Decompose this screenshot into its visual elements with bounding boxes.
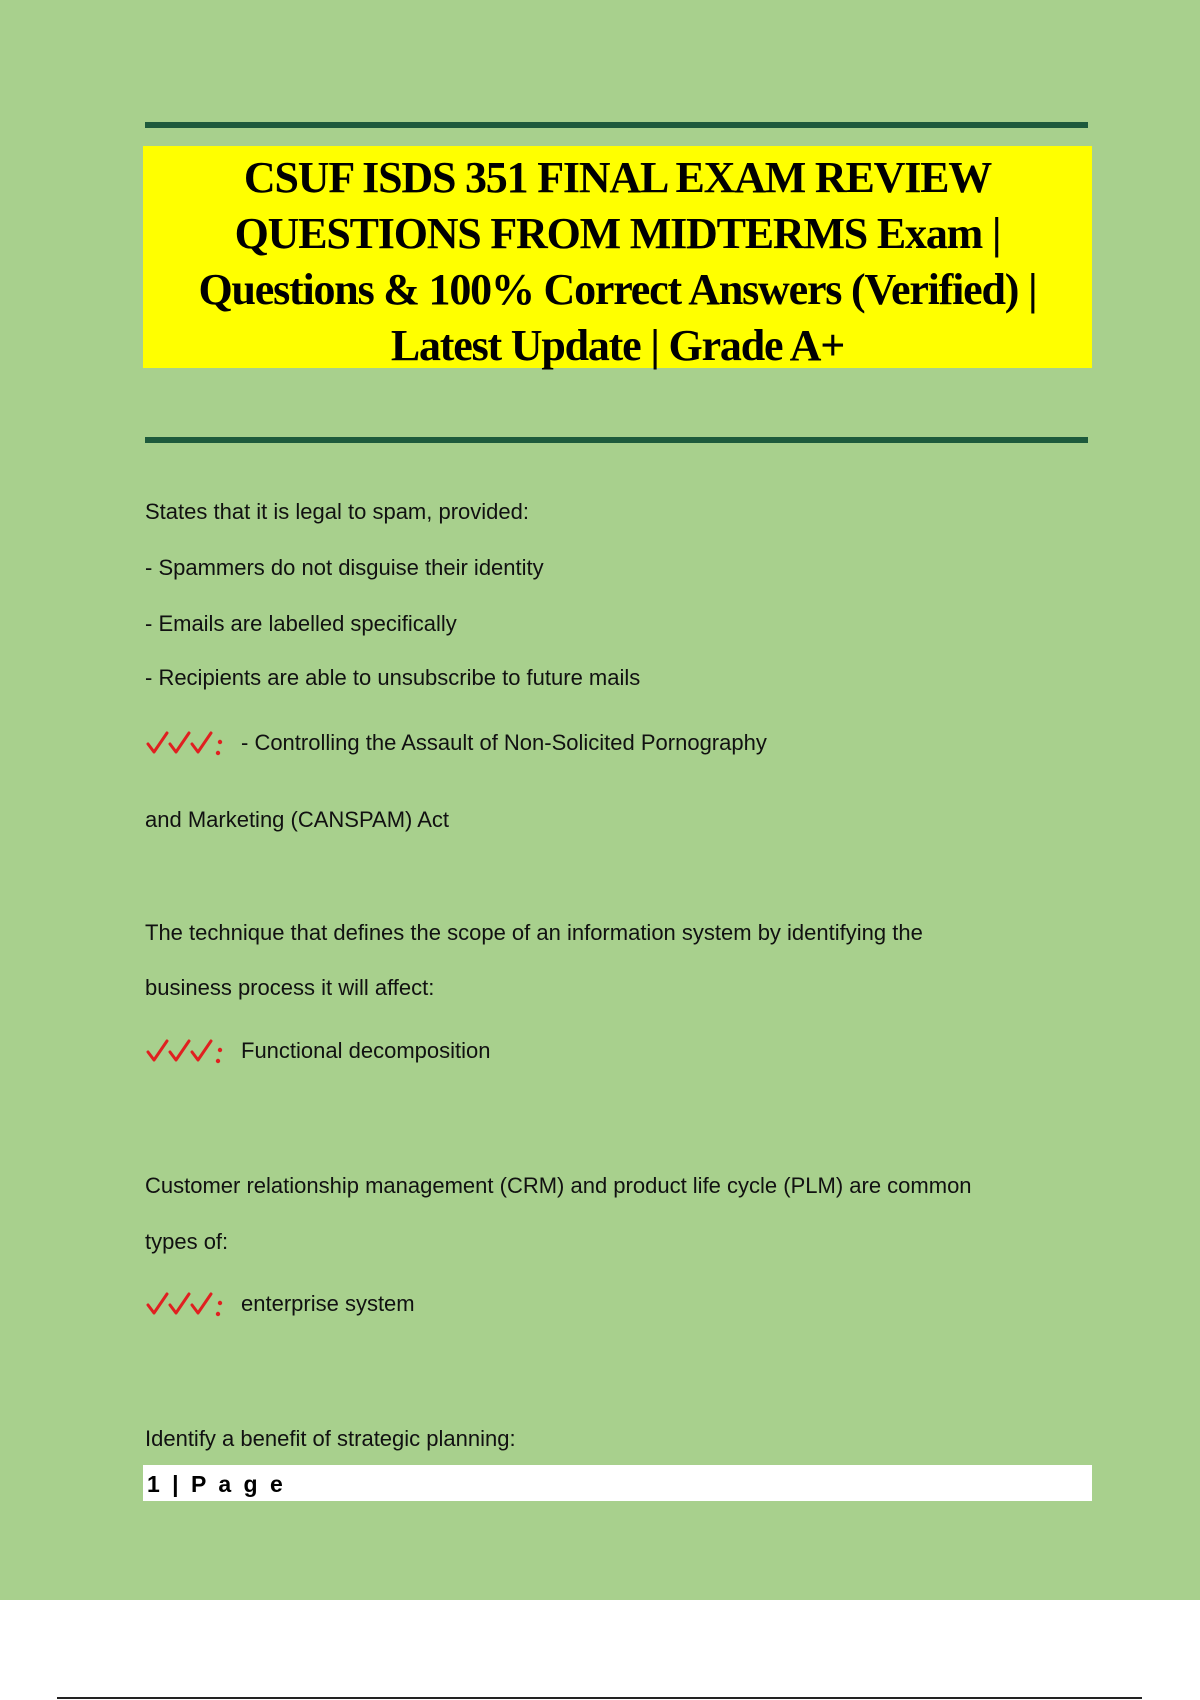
answer-text: enterprise system bbox=[241, 1291, 415, 1316]
question-text: Identify a benefit of strategic planning: bbox=[145, 1426, 516, 1451]
bottom-divider bbox=[57, 1697, 1142, 1699]
answer-line bbox=[145, 1289, 415, 1319]
question-text: States that it is legal to spam, provided: bbox=[145, 499, 529, 524]
question-text: types of: bbox=[145, 1229, 229, 1254]
answer-continuation-text: and Marketing (CANSPAM) Act bbox=[145, 807, 450, 832]
red-triple-checkmark-icon bbox=[145, 1036, 229, 1066]
answer-line bbox=[145, 728, 767, 758]
answer-text: - Controlling the Assault of Non-Solicited Pornography bbox=[241, 730, 767, 755]
title-line: Questions & 100% Correct Answers (Verified) | bbox=[198, 265, 1037, 314]
red-triple-checkmark-icon bbox=[145, 728, 229, 758]
title-line: Latest Update | Grade A+ bbox=[390, 321, 845, 370]
title-line: CSUF ISDS 351 FINAL EXAM REVIEW bbox=[243, 153, 992, 202]
title-line: QUESTIONS FROM MIDTERMS Exam | bbox=[234, 209, 1001, 258]
question-text: The technique that defines the scope of an information system by identifying the bbox=[145, 920, 923, 945]
page-footer bbox=[143, 1465, 1092, 1501]
title-top-rule bbox=[145, 122, 1088, 128]
page-number-label: 1 | P a g e bbox=[147, 1471, 286, 1497]
title-block bbox=[143, 146, 1092, 368]
title-bottom-rule bbox=[145, 437, 1088, 443]
answer-text: Functional decomposition bbox=[241, 1038, 491, 1063]
question-text: - Emails are labelled specifically bbox=[145, 611, 457, 636]
question-text: - Recipients are able to unsubscribe to future mails bbox=[145, 665, 641, 690]
red-triple-checkmark-icon bbox=[145, 1289, 229, 1319]
answer-line bbox=[145, 1036, 490, 1066]
question-text: - Spammers do not disguise their identity bbox=[145, 555, 544, 580]
question-text: business process it will affect: bbox=[145, 975, 435, 1000]
question-text: Customer relationship management (CRM) and product life cycle (PLM) are common bbox=[145, 1173, 972, 1198]
